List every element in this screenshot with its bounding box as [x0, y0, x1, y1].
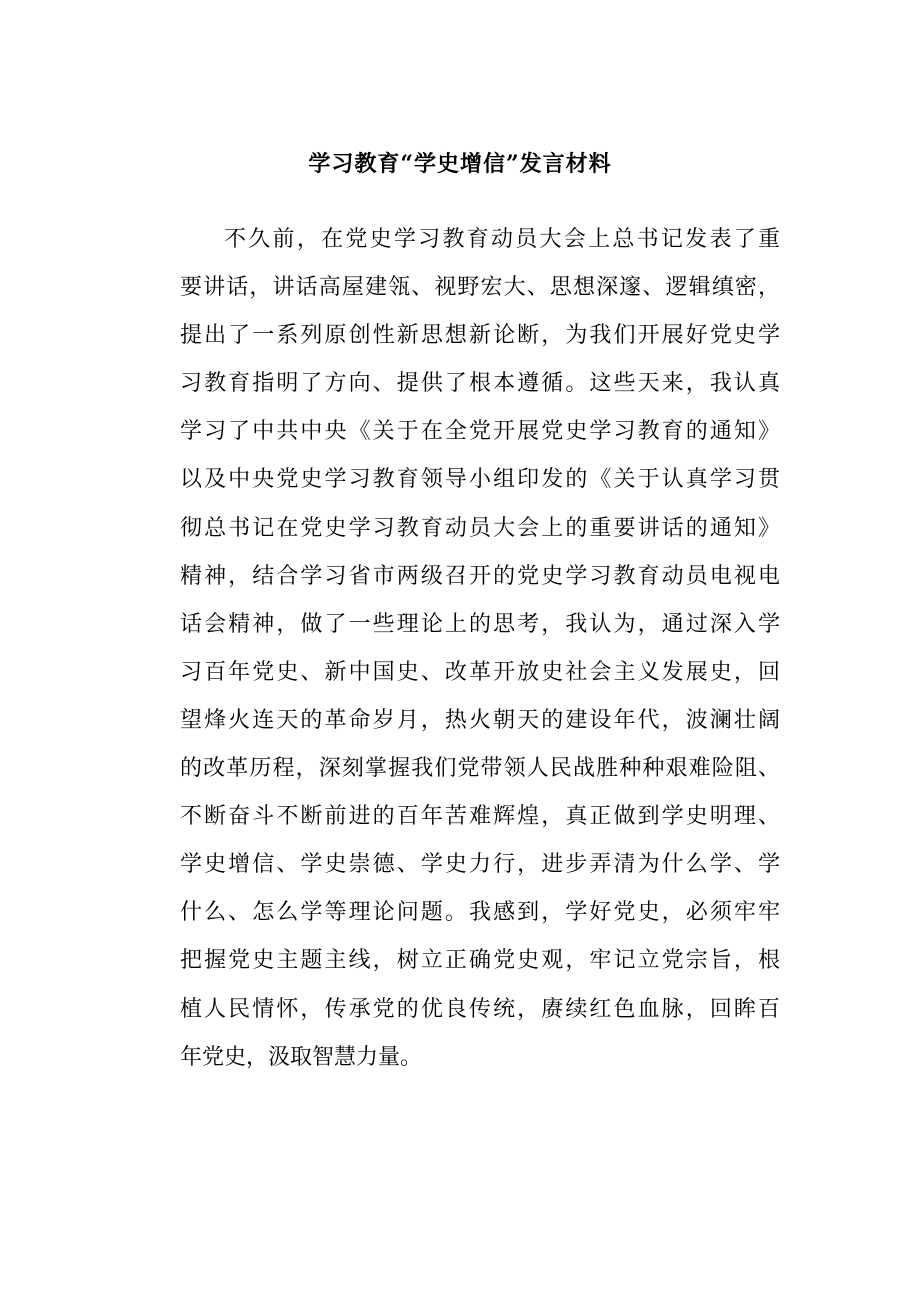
paragraph-line: 习教育指明了方向、提供了根本遵循。这些天来，我认真	[180, 371, 780, 397]
body-paragraph	[180, 216, 780, 1082]
paragraph-line: 彻总书记在党史学习教育动员大会上的重要讲话的通知》	[180, 515, 780, 541]
paragraph-line: 话会精神，做了一些理论上的思考，我认为，通过深入学	[180, 611, 780, 637]
paragraph-line: 植人民情怀，传承党的优良传统，赓续红色血脉，回眸百	[180, 996, 780, 1022]
paragraph-line: 什么、怎么学等理论问题。我感到，学好党史，必须牢牢	[180, 900, 780, 926]
paragraph-line: 不久前，在党史学习教育动员大会上总书记发表了重	[224, 227, 780, 252]
paragraph-line: 年党史，汲取智慧力量。	[180, 1044, 423, 1070]
paragraph-line: 学习了中共中央《关于在全党开展党史学习教育的通知》	[180, 419, 780, 445]
paragraph-line: 习百年党史、新中国史、改革开放史社会主义发展史，回	[180, 659, 780, 685]
paragraph-line: 的改革历程，深刻掌握我们党带领人民战胜种种艰难险阻、	[180, 756, 780, 782]
paragraph-line: 要讲话，讲话高屋建瓴、视野宏大、思想深邃、逻辑缜密，	[180, 275, 780, 301]
paragraph-line: 以及中央党史学习教育领导小组印发的《关于认真学习贯	[180, 467, 780, 493]
paragraph-line: 学史增信、学史崇德、学史力行，进步弄清为什么学、学	[180, 852, 780, 878]
paragraph-line: 把握党史主题主线，树立正确党史观，牢记立党宗旨，根	[180, 948, 780, 974]
document-title: 学习教育“学史增信”发言材料	[308, 151, 612, 177]
paragraph-line: 精神，结合学习省市两级召开的党史学习教育动员电视电	[180, 563, 780, 589]
paragraph-line: 提出了一系列原创性新思想新论断，为我们开展好党史学	[180, 323, 780, 349]
paragraph-line: 望烽火连天的革命岁月，热火朝天的建设年代，波澜壮阔	[180, 707, 780, 733]
paragraph-line: 不断奋斗不断前进的百年苦难辉煌，真正做到学史明理、	[180, 804, 780, 830]
